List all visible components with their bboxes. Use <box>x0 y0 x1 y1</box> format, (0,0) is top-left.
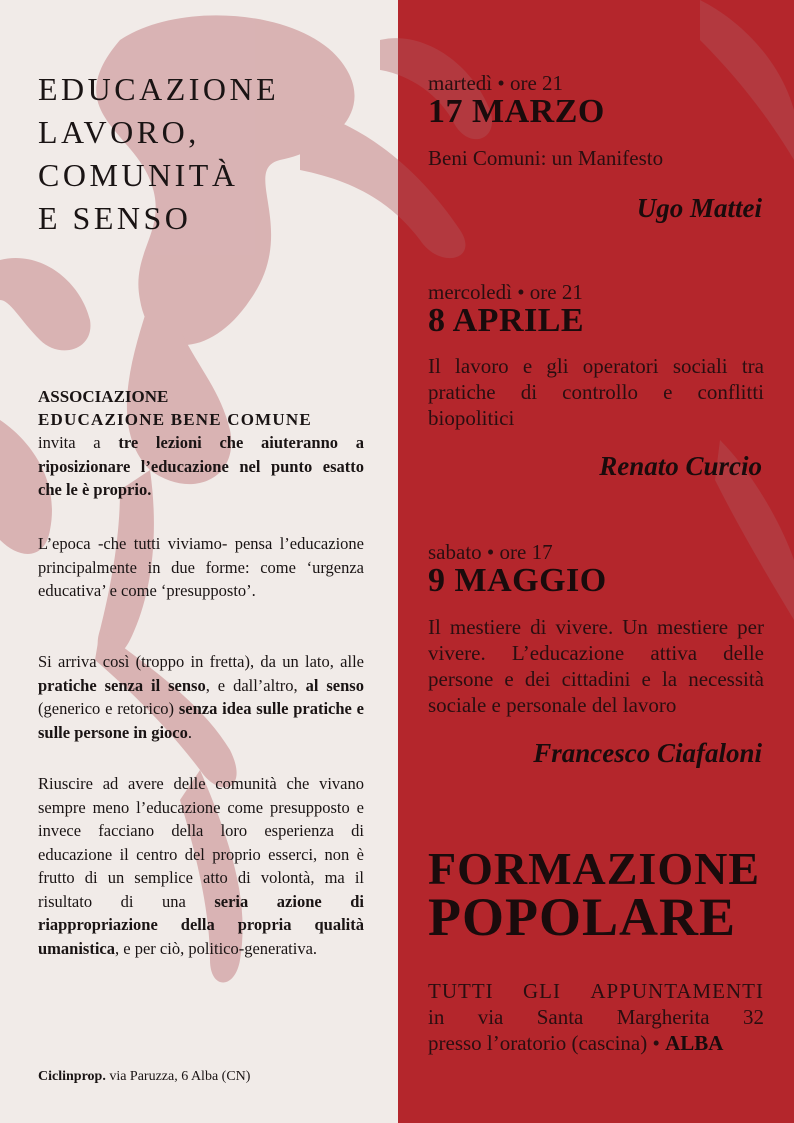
event-title: Il mestiere di vivere. Un mestiere per vivere. L’educazione attiva delle persone e dei cittadini e la necessità sociale e personale del lavoro <box>428 615 764 717</box>
emphasis: senza idea sulle pratiche e sulle persone in gioco <box>38 699 364 742</box>
association-name <box>38 385 312 431</box>
venue-city: ALBA <box>665 1031 724 1055</box>
association-line: ASSOCIAZIONE <box>38 387 169 406</box>
event-speaker: Renato Curcio <box>599 451 762 481</box>
headline-popolare: POPOLARE <box>428 887 737 947</box>
text: Si arriva così (troppo in fretta), da un lato, alle <box>38 652 364 671</box>
event-date: 8 APRILE <box>428 302 585 339</box>
text: , e per ciò, politico-generativa. <box>115 938 318 958</box>
intro-text: invita a <box>38 433 119 452</box>
page-title <box>38 68 279 240</box>
venue-line <box>428 978 764 1004</box>
event-title: Il lavoro e gli operatori sociali tra pratiche di controllo e conflitti biopolitici <box>428 354 764 430</box>
event-title: Beni Comuni: un Manifesto <box>428 146 664 170</box>
venue-word: Santa <box>536 1005 584 1029</box>
title-line: EDUCAZIONE <box>38 71 280 107</box>
event-day-time: sabato • ore 17 <box>428 540 553 564</box>
intro-paragraph <box>38 431 364 502</box>
paragraph-comunita <box>38 772 364 960</box>
paragraph-pratiche <box>38 650 364 744</box>
venue-word: GLI <box>523 979 561 1003</box>
text: (generico e retorico) <box>38 699 179 718</box>
text: , e dall’altro, <box>205 675 306 695</box>
venue-word: TUTTI <box>428 979 494 1003</box>
emphasis: al senso <box>305 675 364 695</box>
title-line: COMUNITÀ <box>38 157 239 193</box>
venue-word: in <box>428 1005 445 1029</box>
emphasis: pratiche senza il senso <box>38 675 206 695</box>
event-date: 9 MAGGIO <box>428 562 607 599</box>
venue-info <box>428 978 764 1056</box>
venue-line <box>428 1004 764 1030</box>
venue-word: via <box>477 1005 504 1029</box>
text: Riuscire ad avere delle comunità che vivano sempre meno l’educazione come presupposto e invece facciano della loro esperienza di educazione il centro del proprio esserci, non è frutto di un semplice atto di volontà, ma il risultato di una <box>38 774 364 911</box>
title-line: LAVORO, <box>38 114 200 150</box>
event-day-time: martedì • ore 21 <box>428 71 564 95</box>
footer-address: via Paruzza, 6 Alba (CN) <box>105 1069 251 1084</box>
event-speaker: Ugo Mattei <box>636 193 762 223</box>
venue-word: Margherita <box>616 1005 710 1029</box>
venue-place: presso l’oratorio (cascina) • <box>428 1031 666 1055</box>
event-day-time: mercoledì • ore 21 <box>428 280 583 304</box>
text: . <box>187 722 193 742</box>
venue-word: 32 <box>742 1005 764 1029</box>
headline-formazione: FORMAZIONE <box>428 843 760 894</box>
event-date: 17 MARZO <box>428 93 605 130</box>
intro-emphasis: tre lezioni che aiuteranno a riposizionare l’educazione nel punto esatto che le è proprio. <box>38 433 365 499</box>
venue-line <box>428 1030 764 1056</box>
paragraph-epoca: L’epoca -che tutti viviamo- pensa l’educazione principalmente in due forme: come ‘urgenza educativa’ e come ‘presupposto’. <box>38 534 364 600</box>
association-line: EDUCAZIONE BENE COMUNE <box>38 410 312 429</box>
title-line: E SENSO <box>38 200 192 236</box>
footer-org: Ciclinprop. <box>38 1069 106 1084</box>
venue-word: APPUNTAMENTI <box>590 979 764 1003</box>
event-speaker: Francesco Ciafaloni <box>533 738 762 768</box>
footer-credit <box>38 1069 250 1085</box>
emphasis: seria azione di riappropriazione della propria qualità umanistica <box>38 891 365 958</box>
